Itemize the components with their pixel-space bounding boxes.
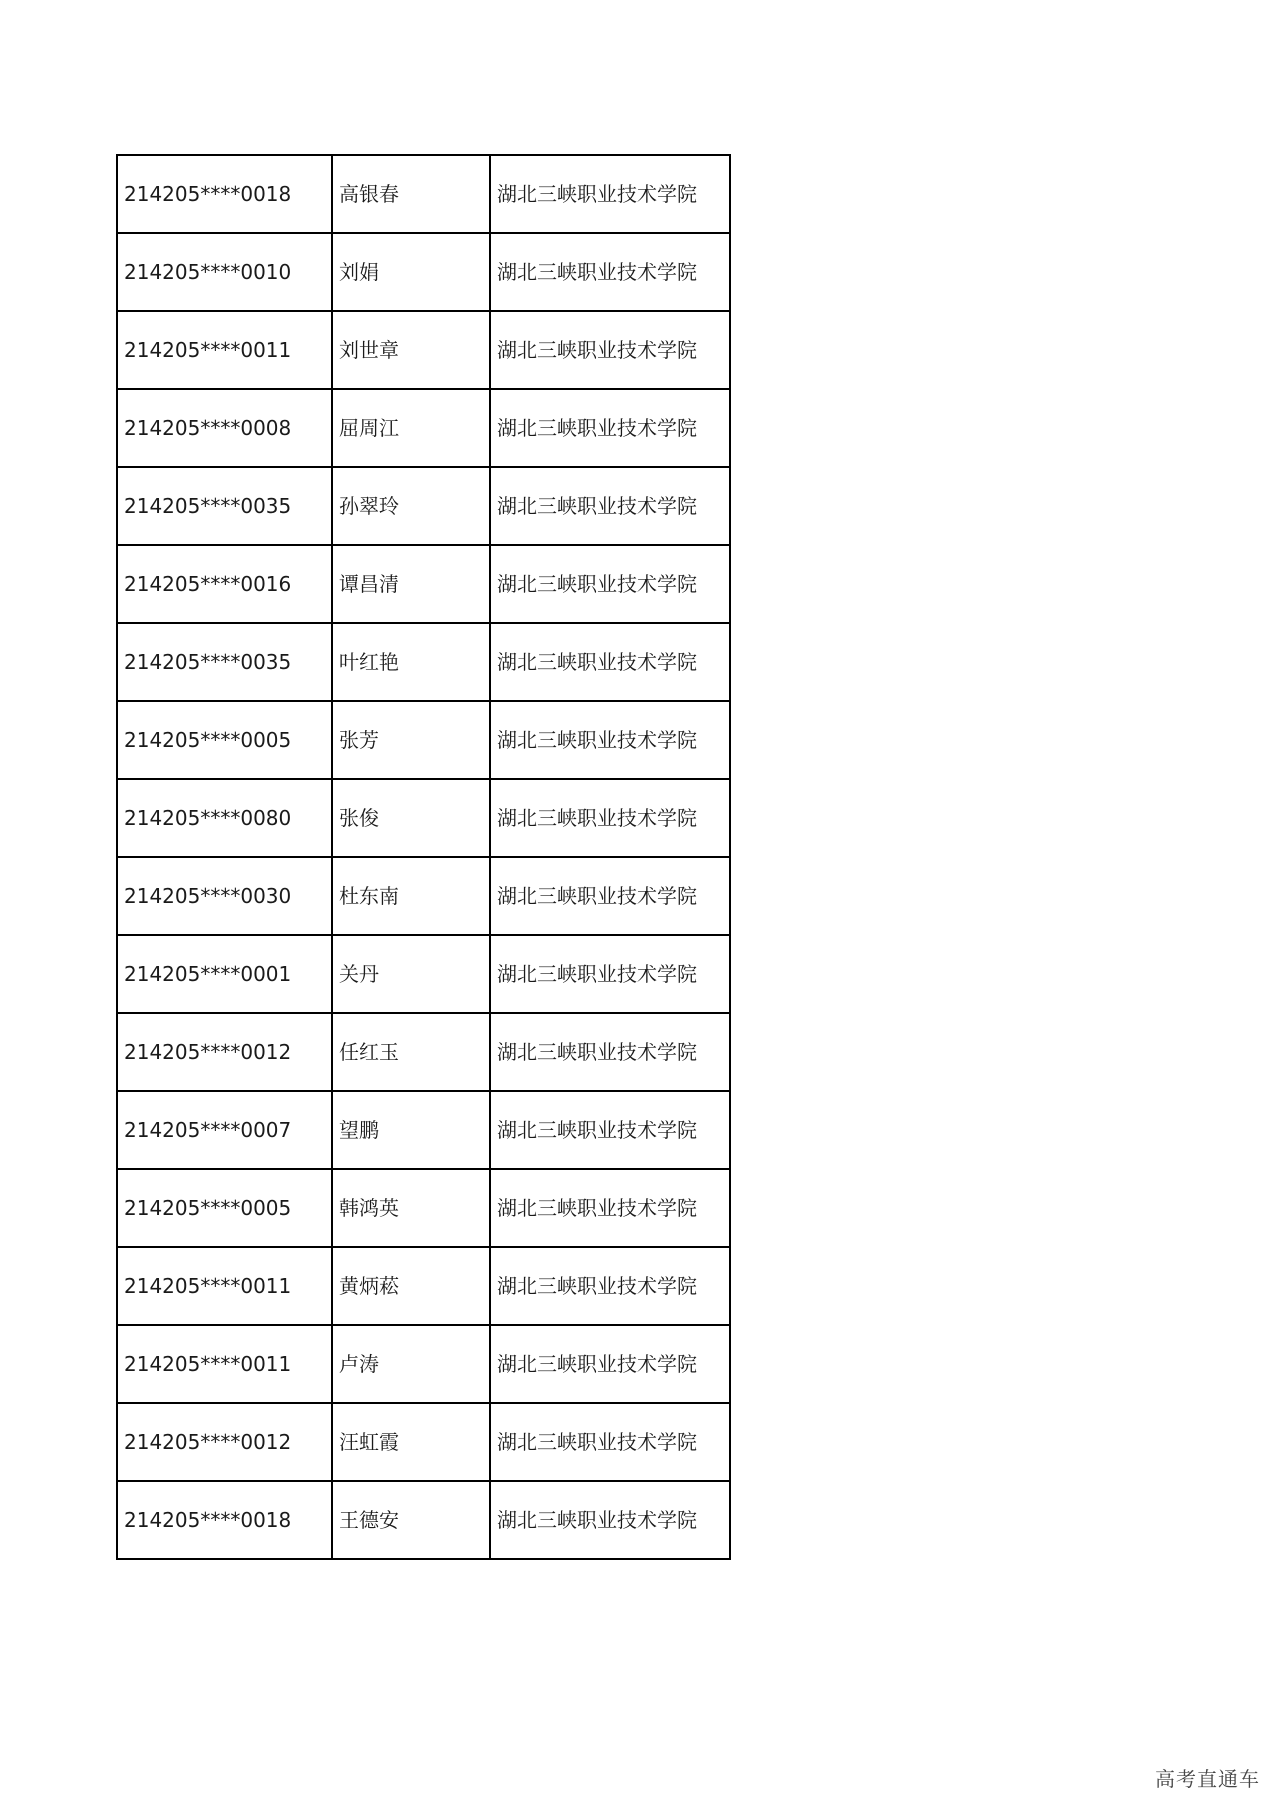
table-row — [117, 935, 730, 1013]
name-cell: 张芳 — [332, 701, 490, 779]
id-cell: 214205****0010 — [117, 233, 332, 311]
school-cell: 湖北三峡职业技术学院 — [490, 545, 730, 623]
name-cell: 高银春 — [332, 155, 490, 233]
school-cell: 湖北三峡职业技术学院 — [490, 1169, 730, 1247]
name-cell: 叶红艳 — [332, 623, 490, 701]
table-row — [117, 545, 730, 623]
school-cell: 湖北三峡职业技术学院 — [490, 1013, 730, 1091]
table-row — [117, 1325, 730, 1403]
school-cell: 湖北三峡职业技术学院 — [490, 779, 730, 857]
id-cell: 214205****0018 — [117, 1481, 332, 1559]
id-cell: 214205****0005 — [117, 701, 332, 779]
school-cell: 湖北三峡职业技术学院 — [490, 1403, 730, 1481]
name-cell: 韩鸿英 — [332, 1169, 490, 1247]
name-cell: 谭昌清 — [332, 545, 490, 623]
table-row — [117, 779, 730, 857]
school-cell: 湖北三峡职业技术学院 — [490, 623, 730, 701]
roster-table-body — [117, 155, 730, 1559]
name-cell: 杜东南 — [332, 857, 490, 935]
id-cell: 214205****0011 — [117, 1325, 332, 1403]
table-row — [117, 1481, 730, 1559]
table-row — [117, 311, 730, 389]
roster-table — [116, 154, 731, 1560]
name-cell: 黄炳菘 — [332, 1247, 490, 1325]
id-cell: 214205****0080 — [117, 779, 332, 857]
school-cell: 湖北三峡职业技术学院 — [490, 155, 730, 233]
table-row — [117, 233, 730, 311]
id-cell: 214205****0005 — [117, 1169, 332, 1247]
id-cell: 214205****0035 — [117, 623, 332, 701]
name-cell: 汪虹霞 — [332, 1403, 490, 1481]
name-cell: 卢涛 — [332, 1325, 490, 1403]
table-row — [117, 1247, 730, 1325]
name-cell: 刘世章 — [332, 311, 490, 389]
table-row — [117, 857, 730, 935]
school-cell: 湖北三峡职业技术学院 — [490, 701, 730, 779]
school-cell: 湖北三峡职业技术学院 — [490, 935, 730, 1013]
id-cell: 214205****0030 — [117, 857, 332, 935]
table-row — [117, 155, 730, 233]
table-row — [117, 1403, 730, 1481]
school-cell: 湖北三峡职业技术学院 — [490, 311, 730, 389]
school-cell: 湖北三峡职业技术学院 — [490, 467, 730, 545]
id-cell: 214205****0035 — [117, 467, 332, 545]
table-row — [117, 1091, 730, 1169]
id-cell: 214205****0016 — [117, 545, 332, 623]
school-cell: 湖北三峡职业技术学院 — [490, 233, 730, 311]
table-row — [117, 623, 730, 701]
school-cell: 湖北三峡职业技术学院 — [490, 1091, 730, 1169]
watermark-text: 高考直通车 — [1155, 1767, 1260, 1791]
id-cell: 214205****0018 — [117, 155, 332, 233]
name-cell: 任红玉 — [332, 1013, 490, 1091]
school-cell: 湖北三峡职业技术学院 — [490, 1325, 730, 1403]
table-row — [117, 1013, 730, 1091]
name-cell: 张俊 — [332, 779, 490, 857]
name-cell: 孙翠玲 — [332, 467, 490, 545]
table-row — [117, 467, 730, 545]
table-row — [117, 701, 730, 779]
name-cell: 关丹 — [332, 935, 490, 1013]
school-cell: 湖北三峡职业技术学院 — [490, 389, 730, 467]
school-cell: 湖北三峡职业技术学院 — [490, 1481, 730, 1559]
school-cell: 湖北三峡职业技术学院 — [490, 857, 730, 935]
id-cell: 214205****0012 — [117, 1403, 332, 1481]
id-cell: 214205****0008 — [117, 389, 332, 467]
name-cell: 屈周江 — [332, 389, 490, 467]
id-cell: 214205****0007 — [117, 1091, 332, 1169]
table-row — [117, 389, 730, 467]
id-cell: 214205****0011 — [117, 1247, 332, 1325]
name-cell: 刘娟 — [332, 233, 490, 311]
id-cell: 214205****0012 — [117, 1013, 332, 1091]
school-cell: 湖北三峡职业技术学院 — [490, 1247, 730, 1325]
id-cell: 214205****0011 — [117, 311, 332, 389]
name-cell: 望鹏 — [332, 1091, 490, 1169]
id-cell: 214205****0001 — [117, 935, 332, 1013]
table-row — [117, 1169, 730, 1247]
name-cell: 王德安 — [332, 1481, 490, 1559]
